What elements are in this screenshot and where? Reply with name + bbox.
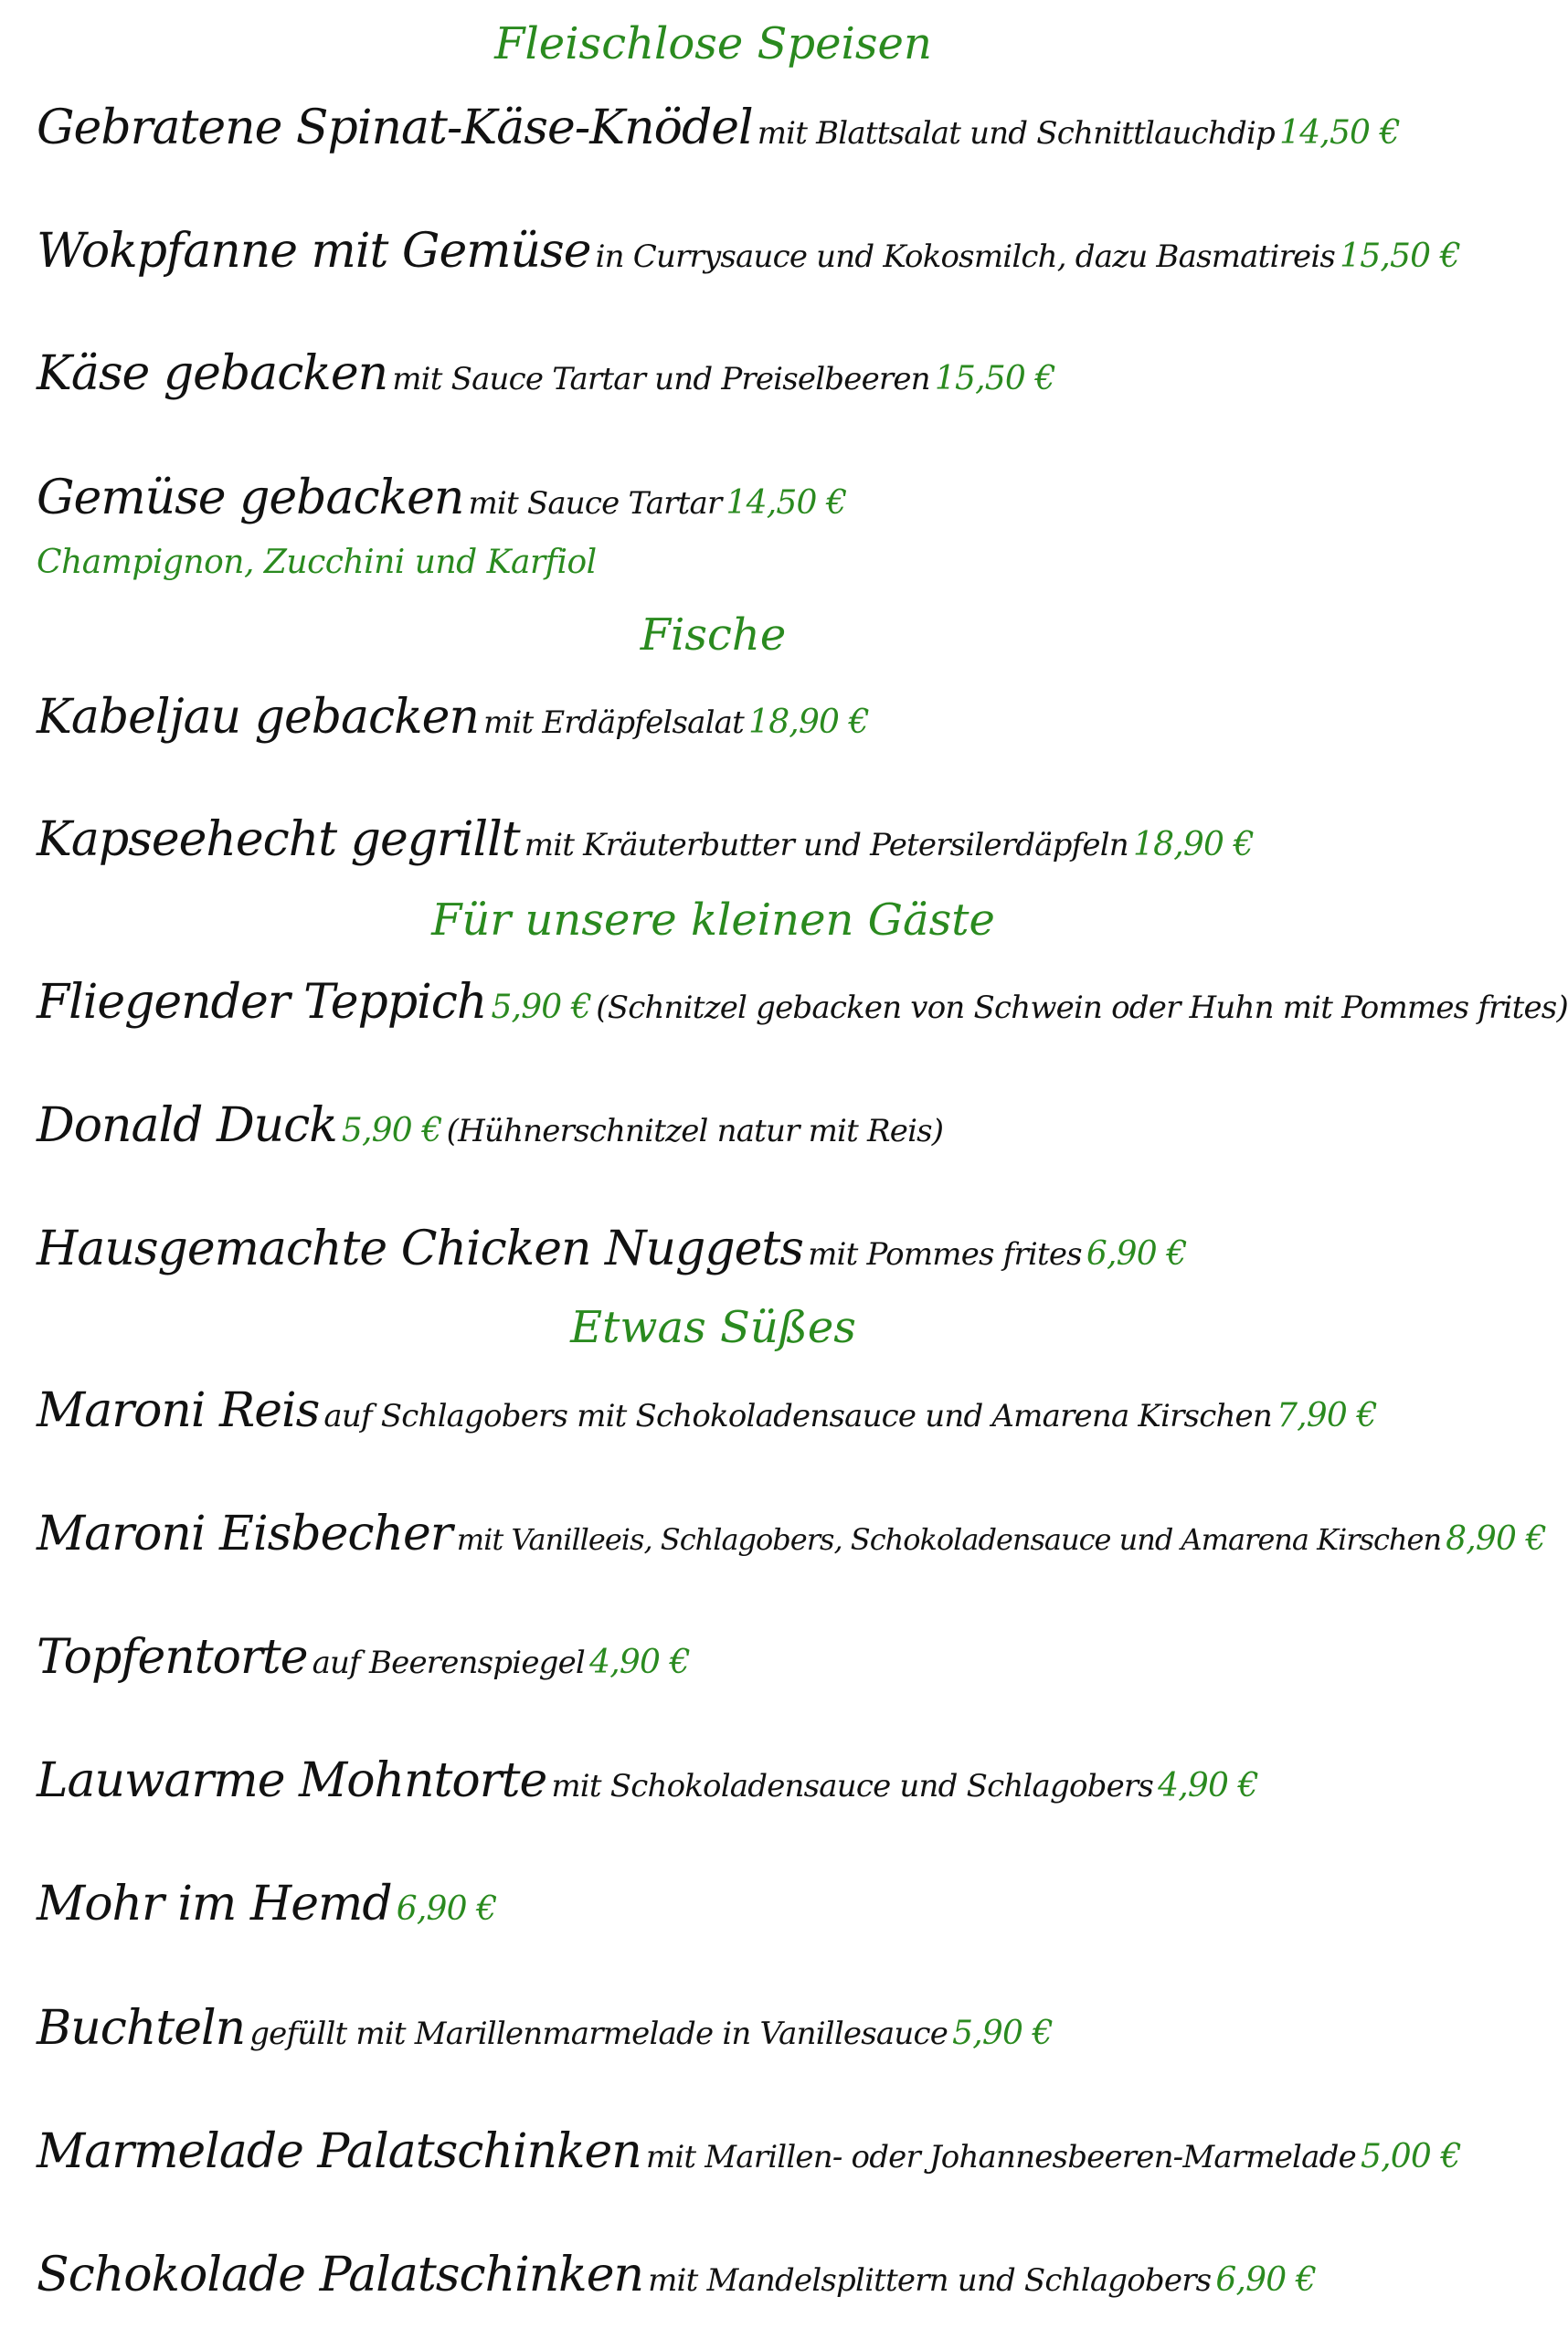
dish-name: Lauwarme Mohntorte — [37, 1753, 547, 1808]
menu-item — [37, 99, 1400, 157]
dish-description: mit Sauce Tartar — [468, 485, 722, 522]
dish-price: 6,90 € — [1086, 1235, 1187, 1273]
dish-price: 18,90 € — [1133, 826, 1254, 863]
dish-name: Kabeljau gebacken — [37, 690, 479, 745]
dish-name: Topfentorte — [37, 1630, 308, 1685]
dish-price: 6,90 € — [396, 1890, 497, 1928]
section-heading-kinder: Für unsere kleinen Gäste — [431, 894, 995, 946]
dish-description: mit Kräuterbutter und Petersilerdäpfeln — [524, 827, 1128, 863]
menu-item — [37, 1752, 1258, 1810]
dish-description: mit Vanilleeis, Schlagobers, Schokoladensauce und Amarena Kirschen — [456, 1522, 1442, 1557]
dish-description: auf Schlagobers mit Schokoladensauce und Amarena Kirschen — [323, 1398, 1272, 1434]
dish-price: 4,90 € — [1158, 1767, 1258, 1805]
dish-price: 14,50 € — [1279, 114, 1400, 152]
dish-description: mit Marillen- oder Johannesbeeren-Marmelade — [645, 2139, 1356, 2175]
dish-description: mit Blattsalat und Schnittlauchdip — [757, 115, 1275, 152]
section-heading-suesses: Etwas Süßes — [570, 1302, 856, 1353]
dish-price: 6,90 € — [1215, 2261, 1317, 2299]
dish-description: mit Sauce Tartar und Preiselbeeren — [392, 361, 930, 397]
dish-name: Käse gebacken — [37, 346, 388, 401]
dish-price: 7,90 € — [1277, 1397, 1377, 1434]
dish-description: gefüllt mit Marillenmarmelade in Vanillesauce — [249, 2016, 948, 2052]
dish-note: Champignon, Zucchini und Karfiol — [37, 544, 597, 581]
menu-item — [37, 1505, 1546, 1563]
dish-description: mit Schokoladensauce und Schlagobers — [551, 1768, 1153, 1805]
menu-item — [37, 1381, 1377, 1440]
dish-price: 15,50 € — [934, 360, 1055, 397]
dish-description: mit Pommes frites — [808, 1236, 1082, 1273]
dish-name: Hausgemachte Chicken Nuggets — [37, 1222, 803, 1276]
menu-item — [37, 1875, 496, 1933]
menu-item — [37, 222, 1460, 280]
dish-description: (Schnitzel gebacken von Schwein oder Huhn mit Pommes frites) — [596, 990, 1568, 1026]
menu-item — [37, 1220, 1187, 1278]
menu-item — [37, 1999, 1053, 2058]
menu-item — [37, 810, 1254, 869]
dish-name: Fliegender Teppich — [37, 975, 487, 1030]
dish-name: Schokolade Palatschinken — [37, 2248, 643, 2302]
dish-name: Buchteln — [37, 2001, 246, 2056]
menu-item — [37, 344, 1055, 403]
dish-price: 14,50 € — [726, 484, 847, 522]
dish-name: Marmelade Palatschinken — [37, 2124, 641, 2179]
dish-price: 5,90 € — [341, 1112, 442, 1149]
dish-price: 5,90 € — [491, 989, 592, 1026]
dish-name: Wokpfanne mit Gemüse — [37, 224, 591, 279]
dish-name: Mohr im Hemd — [37, 1877, 392, 1932]
dish-name: Maroni Eisbecher — [37, 1507, 452, 1561]
section-heading-fleischlose-speisen: Fleischlose Speisen — [494, 18, 932, 69]
dish-price: 18,90 € — [748, 704, 869, 741]
menu-item — [37, 2122, 1461, 2181]
dish-price: 15,50 € — [1340, 238, 1460, 275]
dish-description: auf Beerenspiegel — [312, 1645, 586, 1681]
menu-item — [37, 469, 846, 527]
section-heading-fische: Fische — [640, 609, 787, 661]
menu-item — [37, 2246, 1316, 2304]
menu-item — [37, 973, 1568, 1032]
dish-price: 5,90 € — [952, 2015, 1053, 2052]
dish-price: 5,00 € — [1361, 2138, 1461, 2175]
dish-description: mit Erdäpfelsalat — [483, 704, 744, 741]
dish-description: mit Mandelsplittern und Schlagobers — [648, 2262, 1212, 2299]
dish-price: 8,90 € — [1446, 1520, 1546, 1558]
dish-name: Gebratene Spinat-Käse-Knödel — [37, 101, 753, 155]
dish-name: Gemüse gebacken — [37, 471, 464, 525]
menu-item — [37, 1096, 943, 1155]
dish-description: in Currysauce und Kokosmilch, dazu Basmatireis — [595, 238, 1336, 275]
menu-item — [37, 688, 869, 746]
dish-name: Donald Duck — [37, 1098, 337, 1153]
dish-price: 4,90 € — [589, 1644, 690, 1681]
dish-name: Kapseehecht gegrillt — [37, 812, 520, 867]
dish-description: (Hühnerschnitzel natur mit Reis) — [446, 1113, 944, 1149]
menu-item — [37, 1628, 690, 1687]
dish-name: Maroni Reis — [37, 1383, 320, 1438]
